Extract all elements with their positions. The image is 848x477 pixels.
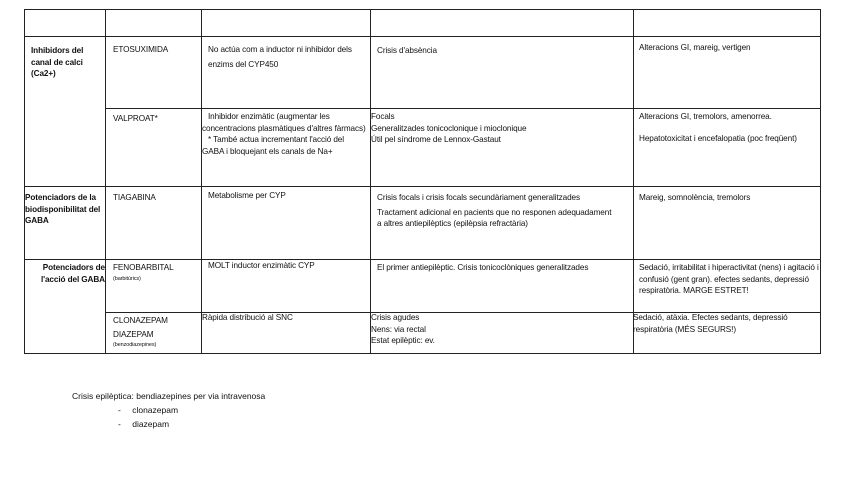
indication-cell: Crisis focals i crisis focals secundàriament generalitzades Tractament adicional en pacients que no responen adequadament a altres antiepilèptics (epilèpsia refractària) xyxy=(377,193,612,229)
metabolism-cell: MOLT inductor enzimàtic CYP xyxy=(208,261,315,270)
drug-name: TIAGABINA xyxy=(113,193,156,202)
drug-name: VALPROAT* xyxy=(113,114,158,123)
bullet-dash: - xyxy=(118,405,121,415)
row-divider xyxy=(25,36,820,37)
bullet-dash: - xyxy=(118,419,121,429)
drug-name: CLONAZEPAM DIAZEPAM (benzodiazepines) xyxy=(113,316,168,348)
metabolism-cell: Metabolisme per CYP xyxy=(208,191,286,200)
indication-cell: El primer antiepilèptic. Crisis tonicoclòniques generalitzades xyxy=(377,263,589,272)
drug-table xyxy=(24,9,821,354)
metabolism-cell: Ràpida distribució al SNC xyxy=(202,313,293,322)
group-gaba-bioavailability: Potenciadors de la biodisponibilitat del GABA xyxy=(25,193,101,226)
column-divider xyxy=(105,10,106,353)
row-divider xyxy=(25,186,820,187)
indication-cell: Crisis d'absència xyxy=(377,46,437,55)
row-divider xyxy=(105,108,820,109)
metabolism-cell: Inhibidor enzimàtic (augmentar les concentracions plasmàtiques d'altres fàrmacs) * També actua incrementant l'acció del GABA i bloquejant els canals de Na+ xyxy=(202,112,366,156)
note-list-item: - diazepam xyxy=(118,419,170,429)
column-divider xyxy=(370,10,371,353)
group-gaba-action: Potenciadors de l'acció del GABA xyxy=(40,263,105,284)
column-divider xyxy=(633,10,634,353)
adverse-effects-cell: Sedació, irritabilitat i hiperactivitat (nens) i agitació i confusió (gent gran). efectes sedants, depressió respiratòria. MARGE ESTRET! xyxy=(639,263,819,296)
column-divider xyxy=(201,10,202,353)
indication-cell: Crisis agudes Nens: via rectal Estat epilèptic: ev. xyxy=(371,313,435,346)
drug-name: ETOSUXIMIDA xyxy=(113,45,169,54)
drug-name: FENOBARBITAL (barbitúrics) xyxy=(113,263,174,282)
row-divider xyxy=(25,259,820,260)
note-list-item: - clonazepam xyxy=(118,405,179,415)
metabolism-cell: No actúa com a inductor ni inhibidor dels enzims del CYP450 xyxy=(208,45,352,69)
adverse-effects-cell: Sedació, atàxia. Efectes sedants, depressió respiratòria (MÉS SEGURS!) xyxy=(633,313,788,334)
adverse-effects-cell: Mareig, somnolència, tremolors xyxy=(639,193,751,202)
indication-cell: Focals Generalitzades tonicoclonique i mioclonique Útil pel síndrome de Lennox-Gastaut xyxy=(371,112,527,145)
adverse-effects-cell: Alteracions GI, mareig, vertigen xyxy=(639,43,751,52)
adverse-effects-cell: Alteracions GI, tremolors, amenorrea. Hepatotoxicitat i encefalopatia (poc freqüent) xyxy=(639,112,797,143)
note-title: Crisis epilèptica: bendiazepines per via intravenosa xyxy=(72,391,266,401)
group-calcium-channel: Inhibidors del canal de calci (Ca2+) xyxy=(31,46,84,79)
